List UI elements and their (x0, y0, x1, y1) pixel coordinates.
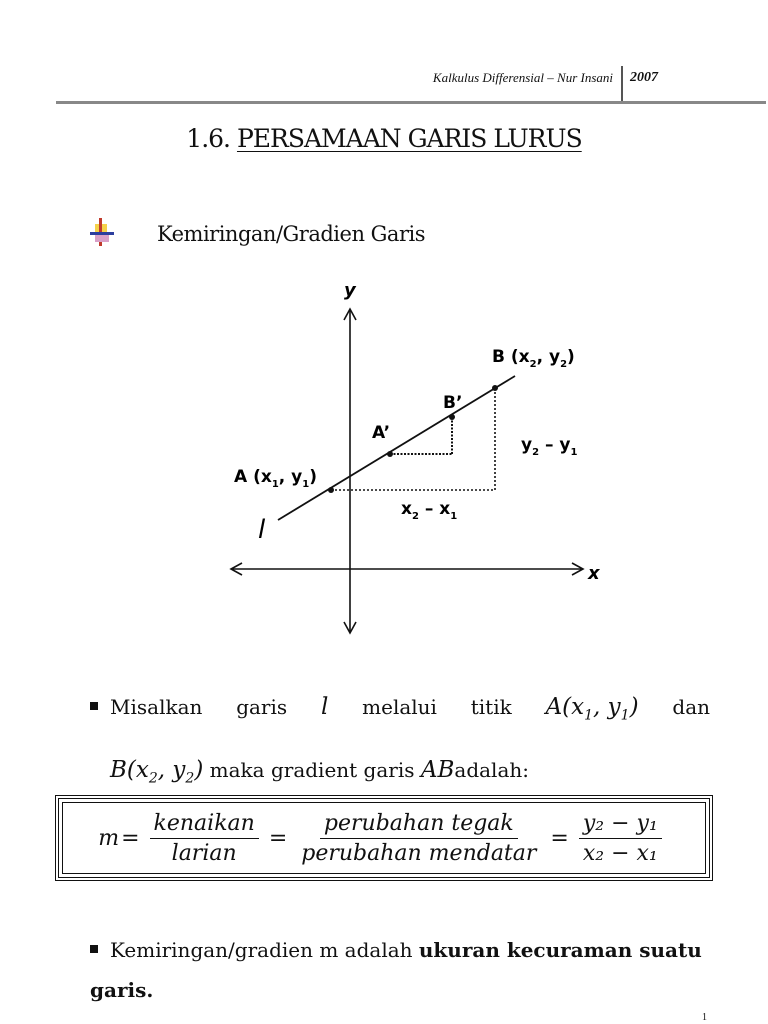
line-l-label: l (258, 515, 266, 545)
paragraph-2: Kemiringan/gradien m adalah ukuran kecuraman suatu garis. (90, 938, 702, 1002)
point-a-prime (387, 451, 393, 457)
fraction-perubahan: $\frac{\text{perubahan tegak}}{\text{perubahan mendatar}}$ (301, 810, 537, 866)
page-number: 1 (702, 1012, 707, 1023)
point-b-formula: $B(x_2$, $y_2$) (110, 756, 204, 787)
point-b-prime (449, 414, 455, 420)
label-point-a: A ($x_1$, $y_1$) (234, 467, 317, 490)
header-divider (621, 66, 623, 102)
section-heading: Kemiringan/Gradien Garis (157, 222, 425, 246)
label-point-a-prime: A’ (372, 423, 391, 443)
label-point-b-prime: B’ (443, 393, 463, 413)
list-bullet (90, 945, 98, 953)
header-rule (56, 101, 766, 104)
list-bullet (90, 702, 98, 710)
page-title (0, 124, 768, 153)
header-title: Kalkulus Differensial – Nur Insani (432, 70, 613, 85)
title-number: 1.6. (186, 124, 231, 153)
line-l (278, 376, 515, 520)
paragraph-1 (90, 680, 710, 805)
paragraph-1-line-2: $B(x_2$, $y_2$) maka gradient garis ABadalah: (110, 756, 529, 787)
fraction-coordinates: $\frac{\text{y₂ − y₁}}{\text{x₂ − x₁}}$ (579, 811, 662, 866)
paragraph-1-line-1: Misalkan garis l melalui titik $A(x_1$, $y_1$) dan (90, 680, 710, 743)
label-point-b: B ($x_2$, $y_2$) (492, 347, 575, 370)
point-a (328, 487, 334, 493)
slope-diagram (220, 270, 600, 640)
gradient-formula: m = $\frac{\text{kenaikan}}{\text{larian}}$ = $\frac{\text{perubahan tegak}}{\text{perubahan mendatar}}$ = $\frac{\text{y₂ − y₁}}{\text{x₂ − x₁}}$ (62, 802, 706, 874)
axis-x-label: x (588, 563, 600, 584)
point-a-formula: $A(x_1$, $y_1$) (545, 694, 639, 724)
fraction-kenaikan-larian: $\frac{\text{kenaikan}}{\text{larian}}$ (150, 811, 259, 866)
point-b (492, 385, 498, 391)
title-text: PERSAMAAN GARIS LURUS (236, 124, 582, 153)
header-year: 2007 (630, 70, 658, 85)
axis-y-label: y (344, 280, 356, 301)
label-run: $x_2 - x_1$ (401, 499, 458, 522)
label-rise: $y_2 - y_1$ (521, 435, 578, 458)
bullet-square-icon (90, 218, 114, 246)
formula-box (55, 795, 713, 881)
